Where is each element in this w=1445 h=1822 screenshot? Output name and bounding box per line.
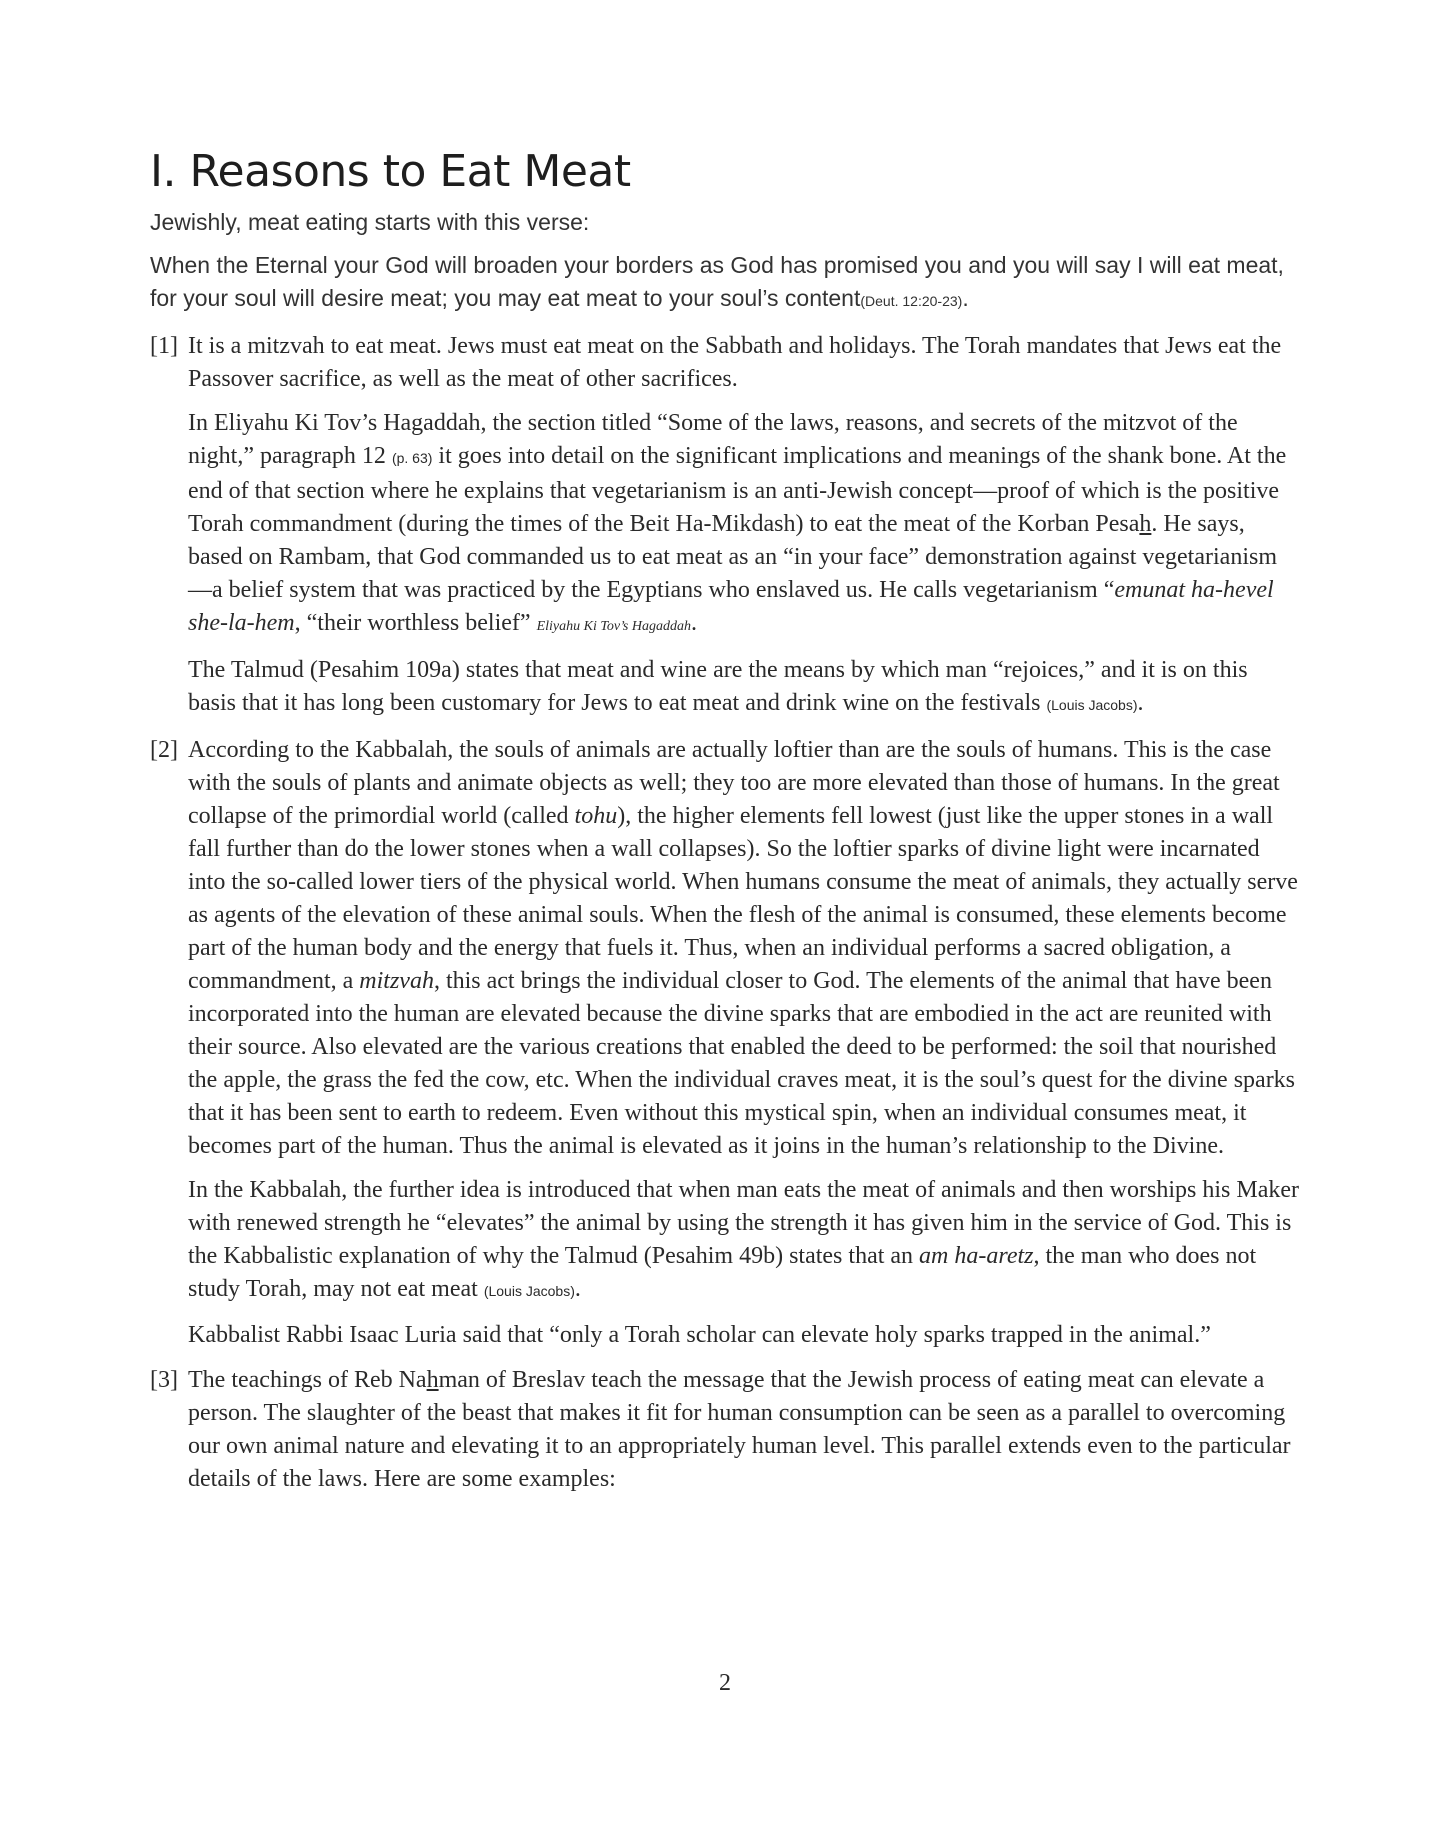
text-run: , the man who does not study Torah, may not eat meat bbox=[188, 1243, 1257, 1302]
text-run: In Eliyahu Ki Tov’s Hagaddah, the section titled “Some of the laws, reasons, and secrets of the mitzvot of the night,” paragraph 12 bbox=[188, 410, 1238, 469]
verse-citation: (Deut. 12:20-23) bbox=[860, 293, 963, 309]
verse-end: . bbox=[962, 285, 969, 311]
list-item bbox=[150, 330, 1300, 722]
text-run: According to the Kabbalah, the souls of animals are actually loftier than are the souls of humans. This is the case with the souls of plants and animate objects as well; they too are more elevated than those of humans. In the great collapse of the primordial world (called bbox=[188, 737, 1280, 829]
text-run: , this act brings the individual closer to God. The elements of the animal that have been incorporated into the human are elevated because the divine sparks that are embodied in the act are reunited with their source. Also elevated are the various creations that enabled the deed to be performed: the soil that nourished the apple, the grass the fed the cow, etc. When the individual craves meat, it is the soul’s quest for the divine sparks that it has been sent to earth to redeem. Even without this mystical spin, when an individual consumes meat, it becomes part of the human. Thus the animal is elevated as it joins in the human’s relationship to the Divine. bbox=[188, 968, 1296, 1159]
intro-verse bbox=[150, 249, 1300, 318]
item-number: [2] bbox=[150, 737, 178, 763]
underlined-letter: h bbox=[1139, 511, 1152, 537]
item-paragraph bbox=[188, 734, 1300, 1163]
text-run: . bbox=[690, 610, 697, 636]
italic-term: am ha-aretz bbox=[919, 1243, 1034, 1269]
italic-term: mitzvah bbox=[359, 968, 434, 994]
intro-lead: Jewishly, meat eating starts with this verse: bbox=[150, 209, 590, 235]
citation: (p. 63) bbox=[391, 450, 433, 466]
underlined-letter: h bbox=[426, 1367, 439, 1393]
item-paragraph: It is a mitzvah to eat meat. Jews must eat meat on the Sabbath and holidays. The Torah mandates that Jews eat the Passover sacrifice, as well as the meat of other sacrifices. bbox=[188, 333, 1282, 392]
item-number: [3] bbox=[150, 1367, 178, 1393]
item-paragraph bbox=[188, 407, 1300, 643]
list-item bbox=[150, 734, 1300, 1352]
text-run: , “their worthless belief” bbox=[294, 610, 537, 636]
italic-term: tohu bbox=[574, 803, 618, 829]
item-paragraph bbox=[188, 1174, 1300, 1308]
numbered-list bbox=[150, 330, 1300, 1508]
citation: (Louis Jacobs) bbox=[483, 1283, 575, 1299]
item-paragraph bbox=[188, 654, 1300, 722]
page-number: 2 bbox=[719, 1670, 731, 1696]
intro-block bbox=[150, 206, 1300, 328]
text-run: . bbox=[574, 1276, 581, 1302]
text-run: . He says, based on Rambam, that God commanded us to eat meat as an “in your face” demonstration against vegetarianism—a belief system that was practiced by the Egyptians who enslaved us. He calls vegetarianism “ bbox=[188, 511, 1277, 603]
item-number: [1] bbox=[150, 333, 178, 359]
citation: (Louis Jacobs) bbox=[1046, 697, 1138, 713]
citation: Eliyahu Ki Tov’s Hagaddah bbox=[536, 619, 691, 634]
text-run: . bbox=[1137, 690, 1144, 716]
item-paragraph bbox=[188, 1364, 1300, 1496]
text-run: The teachings of Reb Na bbox=[188, 1367, 427, 1393]
document-page bbox=[150, 0, 1300, 1822]
verse-text: When the Eternal your God will broaden your borders as God has promised you and you will say I will eat meat, for your soul will desire meat; you may eat meat to your soul’s content bbox=[150, 252, 1284, 311]
item-paragraph: Kabbalist Rabbi Isaac Luria said that “only a Torah scholar can elevate holy sparks trapped in the animal.” bbox=[188, 1322, 1211, 1348]
text-run: it goes into detail on the significant implications and meanings of the shank bone. At the end of that section where he explains that vegetarianism is an anti-Jewish concept—proof of which is the positive Torah commandment (during the times of the Beit Ha-Mikdash) to eat the meat of the Korban Pesa bbox=[188, 443, 1287, 537]
text-run: In the Kabbalah, the further idea is introduced that when man eats the meat of animals and then worships his Maker with renewed strength he “elevates” the animal by using the strength it has given him in the service of God. This is the Kabbalistic explanation of why the Talmud (Pesahim 49b) states that an bbox=[188, 1177, 1299, 1269]
list-item bbox=[150, 1364, 1300, 1496]
text-run: The Talmud (Pesahim 109a) states that meat and wine are the means by which man “rejoices,” and it is on this basis that it has long been customary for Jews to eat meat and drink wine on the festivals bbox=[188, 657, 1248, 716]
italic-term: emunat ha-hevel she-la-hem bbox=[188, 577, 1274, 636]
text-run: ), the higher elements fell lowest (just like the upper stones in a wall fall further than do the lower stones when a wall collapses). So the loftier sparks of divine light were incarnated into the so-called lower tiers of the physical world. When humans consume the meat of animals, they actually serve as agents of the elevation of these animal souls. When the flesh of the animal is consumed, these elements become part of the human body and the energy that fuels it. Thus, when an individual performs a sacred obligation, a commandment, a bbox=[188, 803, 1298, 994]
text-run: man of Breslav teach the message that the Jewish process of eating meat can elevate a person. The slaughter of the beast that makes it fit for human consumption can be seen as a parallel to overcoming our own animal nature and elevating it to an appropriately human level. This parallel extends even to the particular details of the laws. Here are some examples: bbox=[188, 1367, 1291, 1492]
section-heading: I. Reasons to Eat Meat bbox=[150, 146, 631, 197]
